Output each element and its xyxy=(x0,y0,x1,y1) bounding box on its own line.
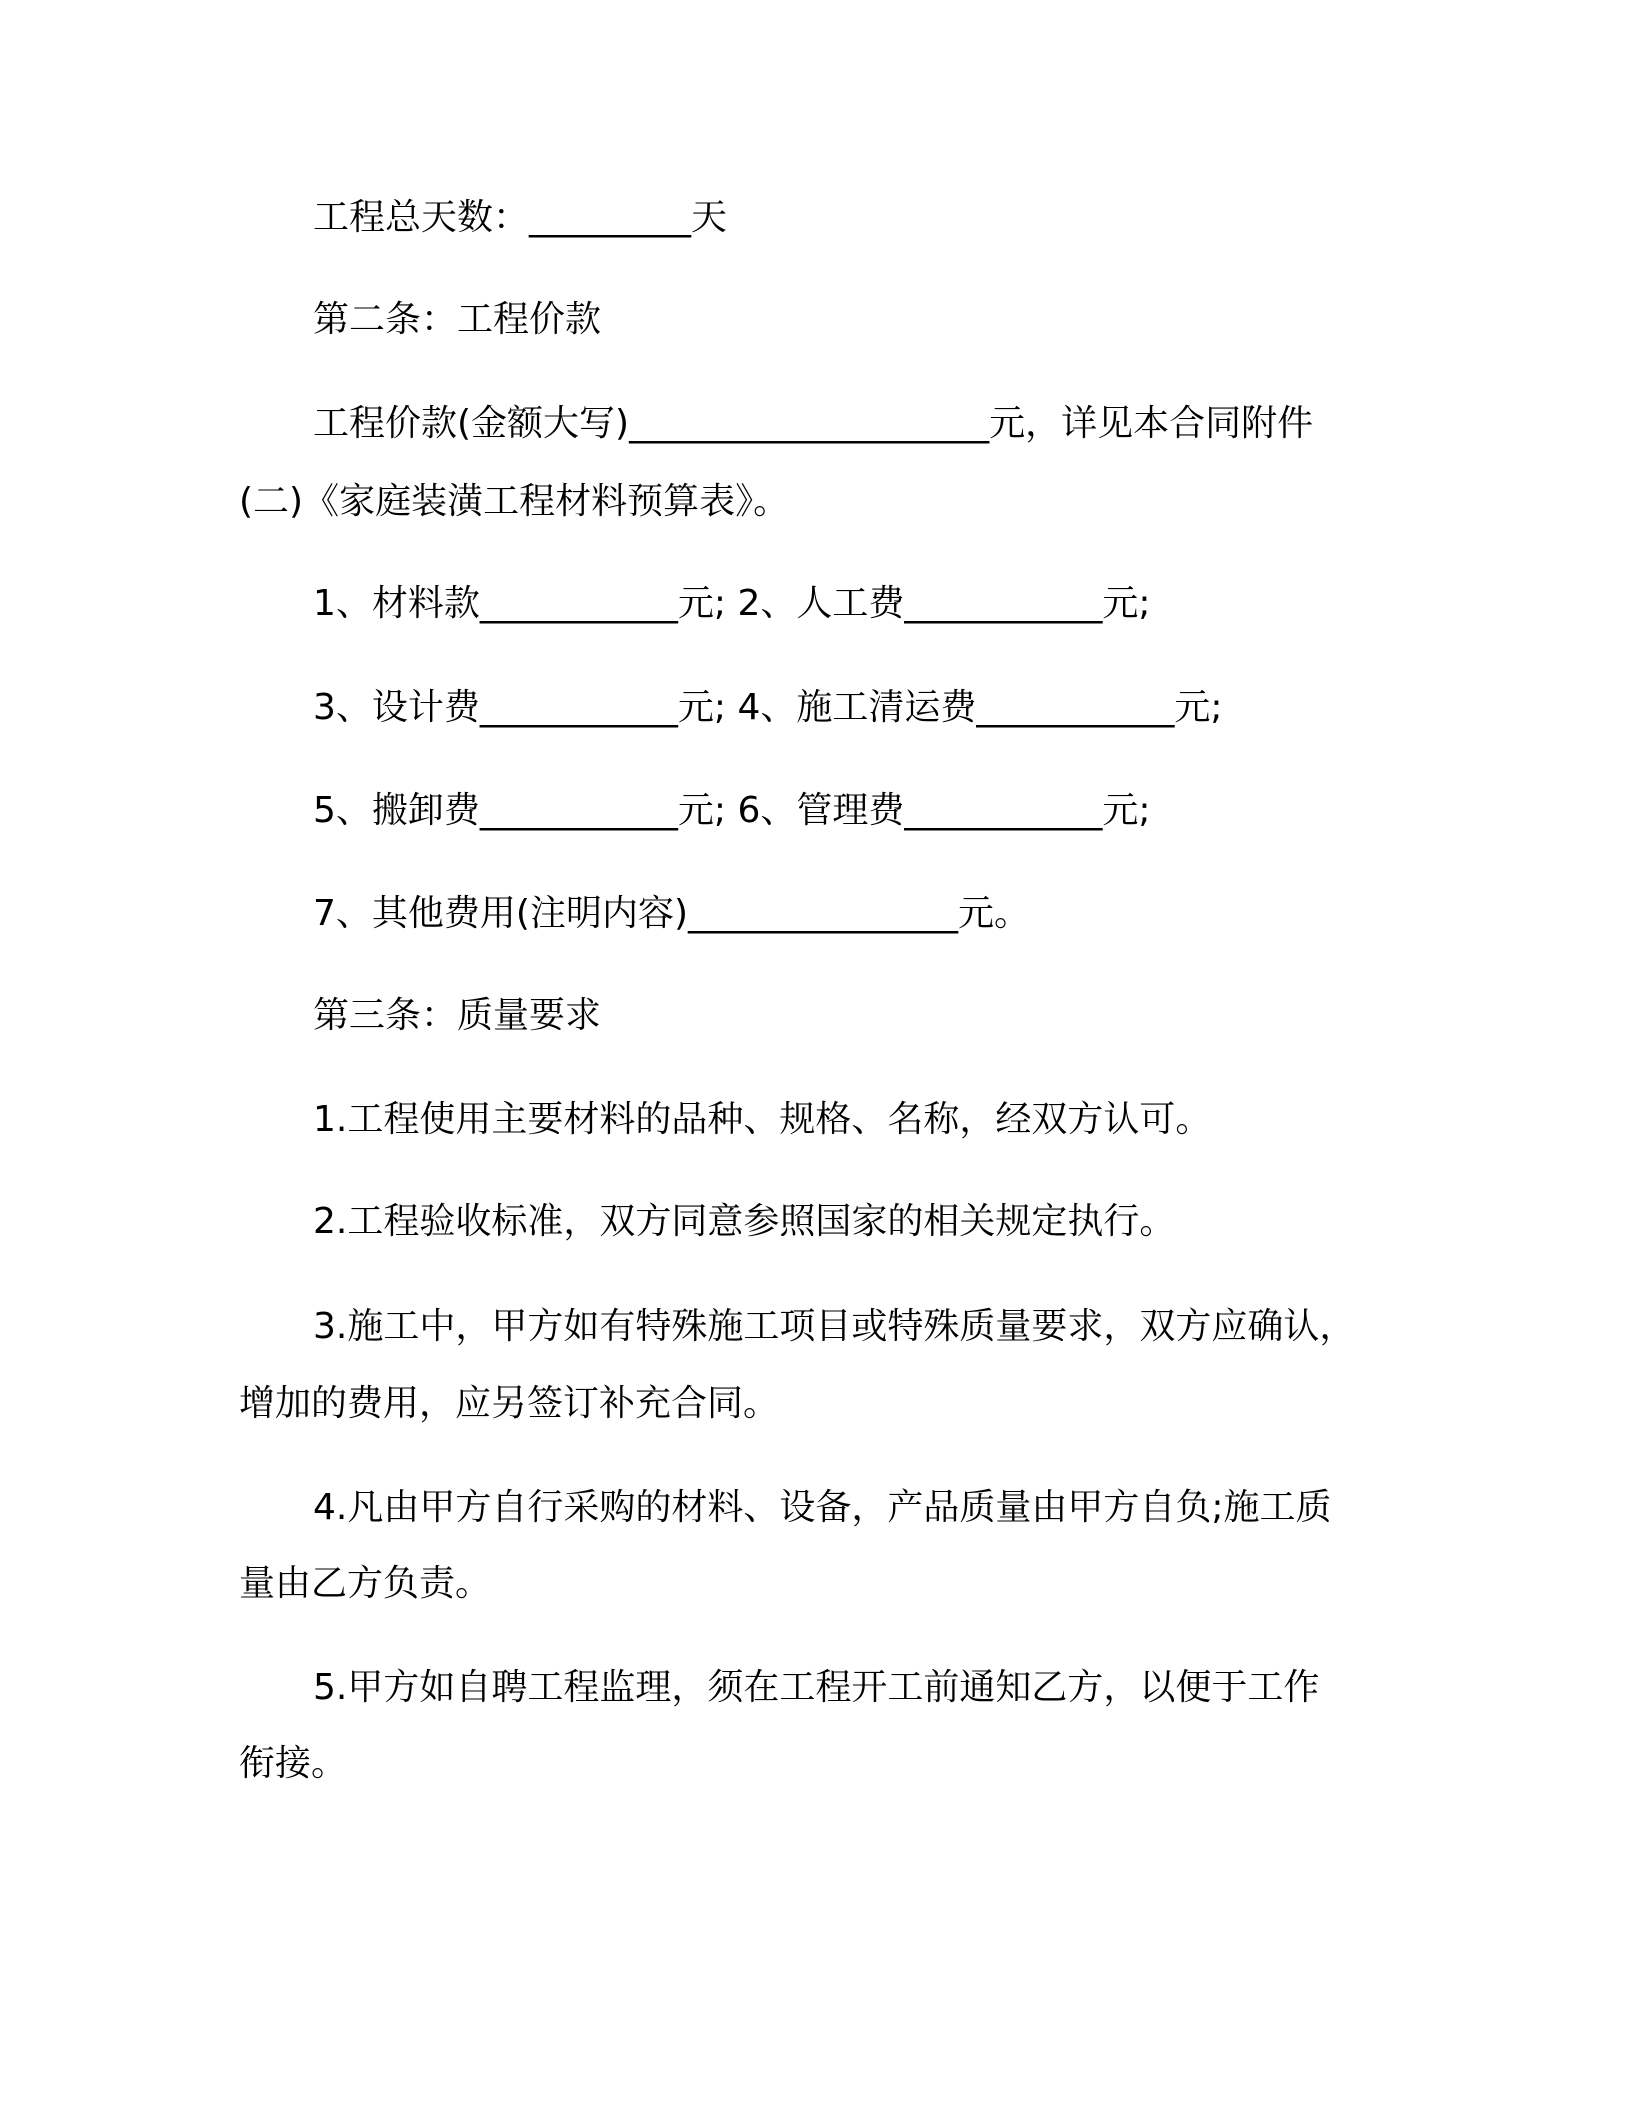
fee-line-moving-management: 5、搬卸费___________元; 6、管理费___________元; xyxy=(313,790,1151,831)
article-two-heading: 第二条：工程价款 xyxy=(313,299,602,340)
total-days-line: 工程总天数：_________天 xyxy=(313,197,728,238)
quality-item-5-cont: 衔接。 xyxy=(239,1743,348,1784)
fee-line-materials-labor: 1、材料款___________元; 2、人工费___________元; xyxy=(313,583,1151,624)
fee-line-other: 7、其他费用(注明内容)_______________元。 xyxy=(313,893,1030,934)
quality-item-3-cont: 增加的费用，应另签订补充合同。 xyxy=(239,1383,780,1424)
fee-line-design-cleanup: 3、设计费___________元; 4、施工清运费___________元; xyxy=(313,687,1223,728)
quality-item-4: 4.凡由甲方自行采购的材料、设备，产品质量由甲方自负;施工质 xyxy=(313,1487,1332,1528)
project-price-line: 工程价款(金额大写)____________________元，详见本合同附件 xyxy=(313,403,1314,444)
project-price-line-cont: (二)《家庭装潢工程材料预算表》。 xyxy=(239,481,790,522)
quality-item-2: 2.工程验收标准，双方同意参照国家的相关规定执行。 xyxy=(313,1201,1176,1242)
quality-item-1: 1.工程使用主要材料的品种、规格、名称，经双方认可。 xyxy=(313,1099,1212,1140)
quality-item-5: 5.甲方如自聘工程监理，须在工程开工前通知乙方，以便于工作 xyxy=(313,1667,1320,1708)
quality-item-3: 3.施工中，甲方如有特殊施工项目或特殊质量要求，双方应确认， xyxy=(313,1306,1356,1347)
quality-item-4-cont: 量由乙方负责。 xyxy=(239,1563,492,1604)
article-three-heading: 第三条：质量要求 xyxy=(313,995,602,1036)
